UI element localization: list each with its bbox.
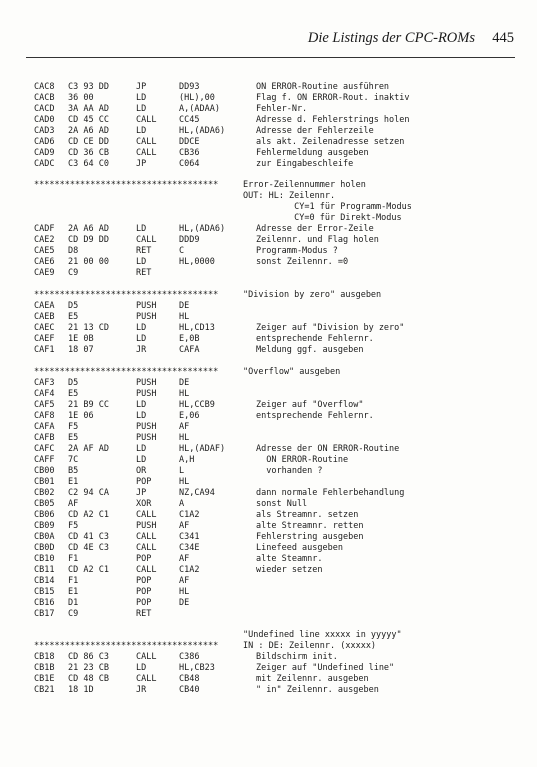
running-title: Die Listings der CPC-ROMs bbox=[307, 30, 475, 46]
hex-bytes: 2A A6 AD bbox=[68, 224, 109, 234]
mnemonic: CALL bbox=[136, 115, 157, 125]
comment: Adresse der Error-Zeile bbox=[256, 224, 374, 234]
hex-bytes: E5 bbox=[68, 433, 79, 443]
operand: E,06 bbox=[179, 411, 200, 421]
mnemonic: PUSH bbox=[136, 378, 157, 388]
operand: DD93 bbox=[179, 82, 200, 92]
section-title: "Division by zero" ausgeben bbox=[243, 290, 382, 300]
address: CADC bbox=[34, 159, 55, 169]
code-line bbox=[0, 126, 537, 137]
mnemonic: POP bbox=[136, 576, 152, 586]
comment: Zeilennr. und Flag holen bbox=[256, 235, 379, 245]
address: CAEF bbox=[34, 334, 55, 344]
address: CAD6 bbox=[34, 137, 55, 147]
comment: zur Eingabeschleife bbox=[256, 159, 354, 169]
operand: HL,0000 bbox=[179, 257, 215, 267]
hex-bytes: 2A A6 AD bbox=[68, 126, 109, 136]
operand: HL,CCB9 bbox=[179, 400, 215, 410]
mnemonic: POP bbox=[136, 598, 152, 608]
mnemonic: LD bbox=[136, 334, 147, 344]
comment: dann normale Fehlerbehandlung bbox=[256, 488, 405, 498]
mnemonic: CALL bbox=[136, 148, 157, 158]
mnemonic: CALL bbox=[136, 543, 157, 553]
operand: L bbox=[179, 466, 185, 476]
hex-bytes: C9 bbox=[68, 268, 79, 278]
hex-bytes: 1E 06 bbox=[68, 411, 94, 421]
operand: DDCE bbox=[179, 137, 200, 147]
address: CAF1 bbox=[34, 345, 55, 355]
code-line bbox=[0, 323, 537, 334]
hex-bytes: E5 bbox=[68, 312, 79, 322]
comment: Adresse der Fehlerzeile bbox=[256, 126, 374, 136]
address: CAC8 bbox=[34, 82, 55, 92]
code-line bbox=[0, 521, 537, 532]
note-line bbox=[0, 191, 537, 202]
code-line bbox=[0, 115, 537, 126]
mnemonic: POP bbox=[136, 554, 152, 564]
hex-bytes: CD CE DD bbox=[68, 137, 109, 147]
mnemonic: LD bbox=[136, 663, 147, 673]
hex-bytes: 21 00 00 bbox=[68, 257, 109, 267]
comment: sonst Zeilennr. =0 bbox=[256, 257, 349, 267]
operand: A,H bbox=[179, 455, 195, 465]
operand: CB48 bbox=[179, 674, 200, 684]
hex-bytes: 1E 0B bbox=[68, 334, 94, 344]
note-line bbox=[0, 213, 537, 224]
hex-bytes: AF bbox=[68, 499, 79, 509]
code-line bbox=[0, 652, 537, 663]
hex-bytes: 21 23 CB bbox=[68, 663, 109, 673]
hex-bytes: CD A2 C1 bbox=[68, 510, 109, 520]
address: CB0D bbox=[34, 543, 55, 553]
code-line bbox=[0, 466, 537, 477]
address: CB01 bbox=[34, 477, 55, 487]
mnemonic: CALL bbox=[136, 674, 157, 684]
comment: " in" Zeilennr. ausgeben bbox=[256, 685, 379, 695]
section-title: Error-Zeilennummer holen bbox=[243, 180, 366, 190]
note-text: OUT: HL: Zeilennr. bbox=[243, 191, 336, 201]
address: CACD bbox=[34, 104, 55, 114]
code-line bbox=[0, 455, 537, 466]
mnemonic: LD bbox=[136, 323, 147, 333]
operand: CB36 bbox=[179, 148, 200, 158]
operand: CC45 bbox=[179, 115, 200, 125]
operand: AF bbox=[179, 554, 190, 564]
code-line bbox=[0, 685, 537, 696]
comment: Zeiger auf "Undefined line" bbox=[256, 663, 395, 673]
code-line bbox=[0, 576, 537, 587]
hex-bytes: 3A AA AD bbox=[68, 104, 109, 114]
mnemonic: CALL bbox=[136, 235, 157, 245]
address: CB11 bbox=[34, 565, 55, 575]
mnemonic: LD bbox=[136, 444, 147, 454]
hex-bytes: 36 00 bbox=[68, 93, 94, 103]
code-line bbox=[0, 400, 537, 411]
code-line bbox=[0, 235, 537, 246]
comment: Fehlerstring ausgeben bbox=[256, 532, 364, 542]
code-line bbox=[0, 389, 537, 400]
address: CAFB bbox=[34, 433, 55, 443]
separator: ************************************ bbox=[34, 641, 219, 651]
hex-bytes: E5 bbox=[68, 389, 79, 399]
address: CAFF bbox=[34, 455, 55, 465]
mnemonic: PUSH bbox=[136, 521, 157, 531]
mnemonic: CALL bbox=[136, 532, 157, 542]
section-header bbox=[0, 290, 537, 301]
note-line bbox=[0, 630, 537, 641]
code-line bbox=[0, 532, 537, 543]
mnemonic: JP bbox=[136, 82, 147, 92]
code-line bbox=[0, 488, 537, 499]
address: CB00 bbox=[34, 466, 55, 476]
code-line bbox=[0, 587, 537, 598]
comment: mit Zeilennr. ausgeben bbox=[256, 674, 369, 684]
comment: Programm-Modus ? bbox=[256, 246, 338, 256]
address: CB15 bbox=[34, 587, 55, 597]
address: CB05 bbox=[34, 499, 55, 509]
mnemonic: CALL bbox=[136, 137, 157, 147]
code-line bbox=[0, 345, 537, 356]
address: CAE6 bbox=[34, 257, 55, 267]
note-line bbox=[0, 202, 537, 213]
code-line bbox=[0, 477, 537, 488]
comment: Adresse der ON ERROR-Routine bbox=[256, 444, 400, 454]
note-text: "Undefined line xxxxx in yyyyy" bbox=[243, 630, 402, 640]
comment: Fehlermeldung ausgeben bbox=[256, 148, 369, 158]
code-line bbox=[0, 104, 537, 115]
address: CAFC bbox=[34, 444, 55, 454]
mnemonic: RET bbox=[136, 609, 152, 619]
operand: C386 bbox=[179, 652, 200, 662]
hex-bytes: 2A AF AD bbox=[68, 444, 109, 454]
address: CB09 bbox=[34, 521, 55, 531]
comment: Linefeed ausgeben bbox=[256, 543, 343, 553]
mnemonic: PUSH bbox=[136, 422, 157, 432]
mnemonic: PUSH bbox=[136, 433, 157, 443]
code-line bbox=[0, 159, 537, 170]
comment: vorhanden ? bbox=[256, 466, 323, 476]
hex-bytes: 18 1D bbox=[68, 685, 94, 695]
mnemonic: OR bbox=[136, 466, 147, 476]
operand: DDD9 bbox=[179, 235, 200, 245]
operand: HL,CB23 bbox=[179, 663, 215, 673]
code-line bbox=[0, 224, 537, 235]
hex-bytes: F1 bbox=[68, 554, 79, 564]
address: CAF4 bbox=[34, 389, 55, 399]
section-header bbox=[0, 367, 537, 378]
code-line bbox=[0, 301, 537, 312]
hex-bytes: D5 bbox=[68, 301, 79, 311]
operand: C1A2 bbox=[179, 565, 200, 575]
comment: Adresse d. Fehlerstrings holen bbox=[256, 115, 410, 125]
address: CAEA bbox=[34, 301, 55, 311]
comment: ON ERROR-Routine ausführen bbox=[256, 82, 390, 92]
address: CAE9 bbox=[34, 268, 55, 278]
hex-bytes: D5 bbox=[68, 378, 79, 388]
code-line bbox=[0, 663, 537, 674]
comment: alte Streamnr. retten bbox=[256, 521, 364, 531]
code-line bbox=[0, 82, 537, 93]
code-line bbox=[0, 422, 537, 433]
mnemonic: LD bbox=[136, 257, 147, 267]
page-number: 445 bbox=[492, 30, 514, 46]
hex-bytes: 18 07 bbox=[68, 345, 94, 355]
operand: (HL),00 bbox=[179, 93, 215, 103]
section-title: "Overflow" ausgeben bbox=[243, 367, 341, 377]
address: CAD3 bbox=[34, 126, 55, 136]
address: CB02 bbox=[34, 488, 55, 498]
address: CB14 bbox=[34, 576, 55, 586]
comment: wieder setzen bbox=[256, 565, 323, 575]
hex-bytes: CD A2 C1 bbox=[68, 565, 109, 575]
code-line bbox=[0, 246, 537, 257]
hex-bytes: 7C bbox=[68, 455, 79, 465]
address: CAFA bbox=[34, 422, 55, 432]
address: CB0A bbox=[34, 532, 55, 542]
comment: Zeiger auf "Division by zero" bbox=[256, 323, 405, 333]
address: CB16 bbox=[34, 598, 55, 608]
address: CB17 bbox=[34, 609, 55, 619]
operand: C bbox=[179, 246, 185, 256]
mnemonic: XOR bbox=[136, 499, 152, 509]
address: CB1B bbox=[34, 663, 55, 673]
address: CAD9 bbox=[34, 148, 55, 158]
hex-bytes: B5 bbox=[68, 466, 79, 476]
operand: AF bbox=[179, 422, 190, 432]
operand: C064 bbox=[179, 159, 200, 169]
address: CB18 bbox=[34, 652, 55, 662]
mnemonic: PUSH bbox=[136, 389, 157, 399]
hex-bytes: CD 86 C3 bbox=[68, 652, 109, 662]
section-header bbox=[0, 641, 537, 652]
comment: ON ERROR-Routine bbox=[256, 455, 349, 465]
code-line bbox=[0, 378, 537, 389]
operand: HL bbox=[179, 587, 190, 597]
code-line bbox=[0, 499, 537, 510]
section-title: IN : DE: Zeilennr. (xxxxx) bbox=[243, 641, 377, 651]
hex-bytes: D1 bbox=[68, 598, 79, 608]
address: CAEC bbox=[34, 323, 55, 333]
operand: AF bbox=[179, 521, 190, 531]
separator: ************************************ bbox=[34, 367, 219, 377]
address: CAE2 bbox=[34, 235, 55, 245]
comment: entsprechende Fehlernr. bbox=[256, 334, 374, 344]
address: CAF8 bbox=[34, 411, 55, 421]
code-line bbox=[0, 137, 537, 148]
hex-bytes: F5 bbox=[68, 422, 79, 432]
operand: HL bbox=[179, 389, 190, 399]
hex-bytes: CD 36 CB bbox=[68, 148, 109, 158]
address: CB06 bbox=[34, 510, 55, 520]
code-line bbox=[0, 334, 537, 345]
hex-bytes: C3 64 C0 bbox=[68, 159, 109, 169]
separator: ************************************ bbox=[34, 290, 219, 300]
operand: DE bbox=[179, 301, 190, 311]
code-line bbox=[0, 433, 537, 444]
mnemonic: LD bbox=[136, 400, 147, 410]
address: CAD0 bbox=[34, 115, 55, 125]
section-header bbox=[0, 180, 537, 191]
hex-bytes: CD 48 CB bbox=[68, 674, 109, 684]
mnemonic: LD bbox=[136, 93, 147, 103]
mnemonic: LD bbox=[136, 411, 147, 421]
operand: HL bbox=[179, 477, 190, 487]
code-line bbox=[0, 148, 537, 159]
operand: AF bbox=[179, 576, 190, 586]
address: CB1E bbox=[34, 674, 55, 684]
hex-bytes: CD 41 C3 bbox=[68, 532, 109, 542]
address: CACB bbox=[34, 93, 55, 103]
hex-bytes: D8 bbox=[68, 246, 79, 256]
code-line bbox=[0, 411, 537, 422]
code-line bbox=[0, 565, 537, 576]
hex-bytes: CD D9 DD bbox=[68, 235, 109, 245]
operand: HL,(ADA6) bbox=[179, 224, 226, 234]
hex-bytes: C2 94 CA bbox=[68, 488, 109, 498]
code-line bbox=[0, 93, 537, 104]
mnemonic: PUSH bbox=[136, 312, 157, 322]
hex-bytes: 21 13 CD bbox=[68, 323, 109, 333]
mnemonic: LD bbox=[136, 104, 147, 114]
operand: HL,CD13 bbox=[179, 323, 215, 333]
separator: ************************************ bbox=[34, 180, 219, 190]
operand: A bbox=[179, 499, 185, 509]
mnemonic: JP bbox=[136, 488, 147, 498]
hex-bytes: E1 bbox=[68, 477, 79, 487]
operand: C34E bbox=[179, 543, 200, 553]
mnemonic: RET bbox=[136, 268, 152, 278]
code-line bbox=[0, 543, 537, 554]
comment: Fehler-Nr. bbox=[256, 104, 308, 114]
comment: als Streamnr. setzen bbox=[256, 510, 359, 520]
mnemonic: CALL bbox=[136, 652, 157, 662]
comment: Flag f. ON ERROR-Rout. inaktiv bbox=[256, 93, 410, 103]
mnemonic: JP bbox=[136, 159, 147, 169]
comment: als akt. Zeilenadresse setzen bbox=[256, 137, 405, 147]
note-text: CY=0 für Direkt-Modus bbox=[243, 213, 402, 223]
code-line bbox=[0, 312, 537, 323]
code-line bbox=[0, 674, 537, 685]
comment: sonst Null bbox=[256, 499, 308, 509]
note-text: CY=1 für Programm-Modus bbox=[243, 202, 412, 212]
mnemonic: LD bbox=[136, 224, 147, 234]
mnemonic: JR bbox=[136, 345, 147, 355]
operand: A,(ADAA) bbox=[179, 104, 220, 114]
address: CB21 bbox=[34, 685, 55, 695]
hex-bytes: CD 45 CC bbox=[68, 115, 109, 125]
mnemonic: CALL bbox=[136, 565, 157, 575]
operand: DE bbox=[179, 598, 190, 608]
hex-bytes: C9 bbox=[68, 609, 79, 619]
mnemonic: POP bbox=[136, 587, 152, 597]
comment: Bildschirm init. bbox=[256, 652, 338, 662]
operand: HL bbox=[179, 433, 190, 443]
code-line bbox=[0, 609, 537, 620]
code-line bbox=[0, 554, 537, 565]
operand: CAFA bbox=[179, 345, 200, 355]
operand: CB40 bbox=[179, 685, 200, 695]
operand: HL bbox=[179, 312, 190, 322]
comment: Zeiger auf "Overflow" bbox=[256, 400, 364, 410]
mnemonic: PUSH bbox=[136, 301, 157, 311]
comment: entsprechende Fehlernr. bbox=[256, 411, 374, 421]
comment: alte Steamnr. bbox=[256, 554, 323, 564]
code-line bbox=[0, 444, 537, 455]
code-line bbox=[0, 510, 537, 521]
mnemonic: JR bbox=[136, 685, 147, 695]
hex-bytes: E1 bbox=[68, 587, 79, 597]
mnemonic: POP bbox=[136, 477, 152, 487]
code-line bbox=[0, 257, 537, 268]
address: CAEB bbox=[34, 312, 55, 322]
operand: HL,(ADAF) bbox=[179, 444, 226, 454]
address: CAE5 bbox=[34, 246, 55, 256]
operand: C1A2 bbox=[179, 510, 200, 520]
operand: C341 bbox=[179, 532, 200, 542]
operand: HL,(ADA6) bbox=[179, 126, 226, 136]
address: CADF bbox=[34, 224, 55, 234]
code-line bbox=[0, 598, 537, 609]
address: CAF3 bbox=[34, 378, 55, 388]
mnemonic: LD bbox=[136, 455, 147, 465]
hex-bytes: F5 bbox=[68, 521, 79, 531]
mnemonic: CALL bbox=[136, 510, 157, 520]
operand: NZ,CA94 bbox=[179, 488, 215, 498]
mnemonic: RET bbox=[136, 246, 152, 256]
operand: E,0B bbox=[179, 334, 200, 344]
hex-bytes: 21 B9 CC bbox=[68, 400, 109, 410]
operand: DE bbox=[179, 378, 190, 388]
code-line bbox=[0, 268, 537, 279]
comment: Meldung ggf. ausgeben bbox=[256, 345, 364, 355]
hex-bytes: C3 93 DD bbox=[68, 82, 109, 92]
hex-bytes: CD 4E C3 bbox=[68, 543, 109, 553]
address: CAF5 bbox=[34, 400, 55, 410]
mnemonic: LD bbox=[136, 126, 147, 136]
hex-bytes: F1 bbox=[68, 576, 79, 586]
address: CB10 bbox=[34, 554, 55, 564]
